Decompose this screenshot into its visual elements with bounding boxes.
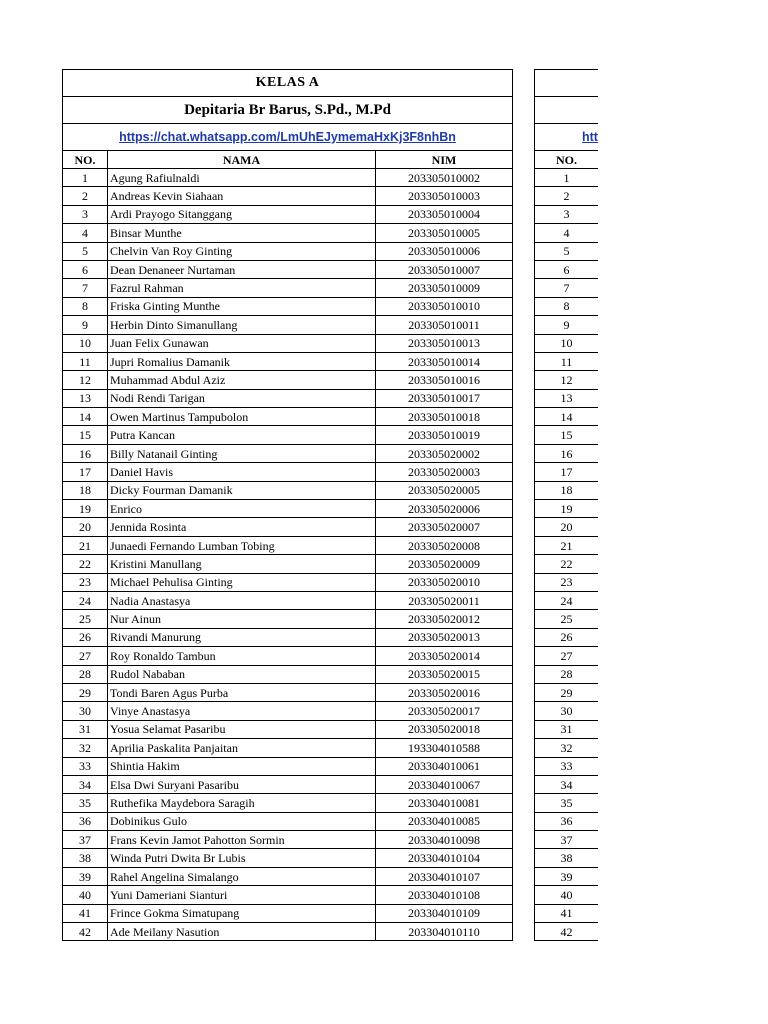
row-number: 20 [63,518,108,536]
next-class-row-number: 31 [535,720,599,738]
student-name: Putra Kancan [108,426,376,444]
student-nim: 203305010017 [376,389,513,407]
table-row [63,591,513,609]
table-row [63,408,513,426]
next-class-row-number: 4 [535,224,599,242]
table-row [63,628,513,646]
row-number: 39 [63,867,108,885]
table-row [63,444,513,462]
next-class-row-number: 30 [535,702,599,720]
next-class-row-number: 40 [535,886,599,904]
row-number: 6 [63,260,108,278]
table-row [63,904,513,922]
row-number: 1 [63,169,108,187]
table-row [63,555,513,573]
student-nim: 203304010110 [376,923,513,941]
student-name: Agung Rafiulnaldi [108,169,376,187]
student-nim: 203304010081 [376,794,513,812]
table-row [63,426,513,444]
student-name: Nodi Rendi Tarigan [108,389,376,407]
student-nim: 203305020017 [376,702,513,720]
next-class-row-number: 11 [535,352,599,370]
row-number: 16 [63,444,108,462]
student-nim: 203305020007 [376,518,513,536]
next-class-row-number: 26 [535,628,599,646]
student-nim: 203305020015 [376,665,513,683]
row-number: 15 [63,426,108,444]
student-nim: 203305010010 [376,297,513,315]
next-class-row-number: 6 [535,260,599,278]
student-name: Fazrul Rahman [108,279,376,297]
student-nim: 203305010003 [376,187,513,205]
row-number: 5 [63,242,108,260]
row-number: 4 [63,224,108,242]
row-number: 29 [63,683,108,701]
student-nim: 193304010588 [376,739,513,757]
next-class-row-number: 10 [535,334,599,352]
row-number: 23 [63,573,108,591]
student-name: Nur Ainun [108,610,376,628]
row-number: 27 [63,647,108,665]
next-class-row-number: 18 [535,481,599,499]
next-class-row-number: 2 [535,187,599,205]
row-number: 38 [63,849,108,867]
table-row [63,757,513,775]
student-name: Yosua Selamat Pasaribu [108,720,376,738]
table-row [63,867,513,885]
column-header-nim: NIM [376,151,513,169]
kelas-a-table [62,69,513,941]
next-class-row-number: 32 [535,739,599,757]
table-row [63,573,513,591]
row-number: 9 [63,316,108,334]
next-class-row-number: 5 [535,242,599,260]
student-name: Dean Denaneer Nurtaman [108,260,376,278]
table-row [63,720,513,738]
student-name: Frans Kevin Jamot Pahotton Sormin [108,831,376,849]
student-name: Ade Meilany Nasution [108,923,376,941]
student-name: Tondi Baren Agus Purba [108,683,376,701]
row-number: 33 [63,757,108,775]
table-row [63,463,513,481]
student-nim: 203304010108 [376,886,513,904]
row-number: 24 [63,591,108,609]
row-number: 10 [63,334,108,352]
student-name: Dobinikus Gulo [108,812,376,830]
row-number: 35 [63,794,108,812]
next-class-row-number: 28 [535,665,599,683]
student-nim: 203305020018 [376,720,513,738]
table-row [63,794,513,812]
table-row [63,224,513,242]
table-row [63,205,513,223]
student-name: Daniel Havis [108,463,376,481]
student-name: Chelvin Van Roy Ginting [108,242,376,260]
row-number: 14 [63,408,108,426]
class-title: KELAS A [63,70,513,97]
column-header-no: NO. [63,151,108,169]
student-nim: 203305010002 [376,169,513,187]
student-name: Billy Natanail Ginting [108,444,376,462]
student-nim: 203305010013 [376,334,513,352]
row-number: 11 [63,352,108,370]
next-class-row-number: 25 [535,610,599,628]
student-nim: 203305010005 [376,224,513,242]
row-number: 25 [63,610,108,628]
row-number: 17 [63,463,108,481]
next-class-row-number: 23 [535,573,599,591]
table-row [63,371,513,389]
student-name: Dicky Fourman Damanik [108,481,376,499]
table-row [63,260,513,278]
student-nim: 203305010009 [376,279,513,297]
next-class-link-fragment[interactable]: htt [535,124,645,151]
student-name: Ardi Prayogo Sitanggang [108,205,376,223]
student-name: Roy Ronaldo Tambun [108,647,376,665]
row-number: 32 [63,739,108,757]
student-name: Rahel Angelina Simalango [108,867,376,885]
next-class-row-number: 1 [535,169,599,187]
student-nim: 203304010061 [376,757,513,775]
next-class-row-number: 12 [535,371,599,389]
student-nim: 203305020006 [376,500,513,518]
table-row [63,886,513,904]
next-class-row-number: 7 [535,279,599,297]
student-name: Junaedi Fernando Lumban Tobing [108,536,376,554]
row-number: 7 [63,279,108,297]
student-name: Yuni Dameriani Sianturi [108,886,376,904]
student-name: Nadia Anastasya [108,591,376,609]
table-row [63,389,513,407]
row-number: 41 [63,904,108,922]
student-name: Jupri Romalius Damanik [108,352,376,370]
student-name: Elsa Dwi Suryani Pasaribu [108,775,376,793]
student-nim: 203305020002 [376,444,513,462]
next-class-row-number: 16 [535,444,599,462]
student-nim: 203304010098 [376,831,513,849]
student-nim: 203305020008 [376,536,513,554]
row-number: 40 [63,886,108,904]
table-row [63,665,513,683]
row-number: 2 [63,187,108,205]
whatsapp-group-link[interactable]: https://chat.whatsapp.com/LmUhEJymemaHxKj3F8nhBn [63,124,513,151]
table-row [63,831,513,849]
student-nim: 203305020003 [376,463,513,481]
table-row [63,702,513,720]
student-nim: 203305010006 [376,242,513,260]
student-nim: 203305020014 [376,647,513,665]
student-nim: 203304010107 [376,867,513,885]
next-class-row-number: 9 [535,316,599,334]
student-nim: 203305010004 [376,205,513,223]
table-row [63,923,513,941]
table-row [63,500,513,518]
row-number: 19 [63,500,108,518]
student-name: Binsar Munthe [108,224,376,242]
next-class-row-number: 15 [535,426,599,444]
next-class-row-number: 21 [535,536,599,554]
next-class-row-number: 42 [535,923,599,941]
row-number: 21 [63,536,108,554]
table-row [63,242,513,260]
next-class-row-number: 14 [535,408,599,426]
row-number: 22 [63,555,108,573]
student-name: Kristini Manullang [108,555,376,573]
student-name: Vinye Anastasya [108,702,376,720]
row-number: 12 [63,371,108,389]
student-nim: 203305010016 [376,371,513,389]
next-class-row-number: 27 [535,647,599,665]
table-row [63,647,513,665]
student-name: Ruthefika Maydebora Saragih [108,794,376,812]
student-nim: 203304010067 [376,775,513,793]
next-class-row-number: 39 [535,867,599,885]
student-name: Herbin Dinto Simanullang [108,316,376,334]
next-class-row-number: 41 [535,904,599,922]
student-nim: 203304010109 [376,904,513,922]
table-row [63,481,513,499]
next-class-row-number: 36 [535,812,599,830]
student-nim: 203305010014 [376,352,513,370]
table-row [63,187,513,205]
viewport-edge [598,0,768,1024]
row-number: 18 [63,481,108,499]
row-number: 3 [63,205,108,223]
student-name: Andreas Kevin Siahaan [108,187,376,205]
table-row [63,775,513,793]
table-row [63,352,513,370]
next-class-row-number: 29 [535,683,599,701]
student-nim: 203305020013 [376,628,513,646]
next-class-row-number: 38 [535,849,599,867]
row-number: 37 [63,831,108,849]
row-number: 31 [63,720,108,738]
table-row [63,518,513,536]
student-name: Jennida Rosinta [108,518,376,536]
student-nim: 203305020011 [376,591,513,609]
next-class-row-number: 24 [535,591,599,609]
student-name: Muhammad Abdul Aziz [108,371,376,389]
next-class-row-number: 19 [535,500,599,518]
next-class-header-no: NO. [535,151,599,169]
row-number: 28 [63,665,108,683]
table-row [63,683,513,701]
student-nim: 203305010019 [376,426,513,444]
next-class-row-number: 20 [535,518,599,536]
student-nim: 203304010104 [376,849,513,867]
next-class-row-number: 17 [535,463,599,481]
next-class-row-number: 3 [535,205,599,223]
table-row [63,849,513,867]
next-class-row-number: 8 [535,297,599,315]
table-row [63,316,513,334]
row-number: 13 [63,389,108,407]
row-number: 30 [63,702,108,720]
row-number: 42 [63,923,108,941]
table-row [63,334,513,352]
table-row [63,536,513,554]
student-nim: 203305020012 [376,610,513,628]
student-nim: 203305010018 [376,408,513,426]
row-number: 8 [63,297,108,315]
column-header-nama: NAMA [108,151,376,169]
student-nim: 203305010007 [376,260,513,278]
table-row [63,610,513,628]
table-row [63,169,513,187]
student-name: Shintia Hakim [108,757,376,775]
table-row [63,812,513,830]
row-number: 34 [63,775,108,793]
student-name: Enrico [108,500,376,518]
student-name: Frince Gokma Simatupang [108,904,376,922]
student-nim: 203305020009 [376,555,513,573]
row-number: 26 [63,628,108,646]
student-nim: 203305020005 [376,481,513,499]
student-nim: 203304010085 [376,812,513,830]
student-nim: 203305010011 [376,316,513,334]
student-name: Rudol Nababan [108,665,376,683]
table-row [63,739,513,757]
table-row [63,279,513,297]
student-nim: 203305020010 [376,573,513,591]
next-class-row-number: 34 [535,775,599,793]
student-name: Juan Felix Gunawan [108,334,376,352]
student-name: Michael Pehulisa Ginting [108,573,376,591]
row-number: 36 [63,812,108,830]
student-nim: 203305020016 [376,683,513,701]
student-name: Owen Martinus Tampubolon [108,408,376,426]
next-class-row-number: 22 [535,555,599,573]
table-row [63,297,513,315]
student-name: Rivandi Manurung [108,628,376,646]
student-name: Aprilia Paskalita Panjaitan [108,739,376,757]
student-name: Friska Ginting Munthe [108,297,376,315]
next-class-row-number: 37 [535,831,599,849]
student-name: Winda Putri Dwita Br Lubis [108,849,376,867]
lecturer-name: Depitaria Br Barus, S.Pd., M.Pd [63,97,513,124]
next-class-row-number: 13 [535,389,599,407]
next-class-row-number: 35 [535,794,599,812]
next-class-row-number: 33 [535,757,599,775]
